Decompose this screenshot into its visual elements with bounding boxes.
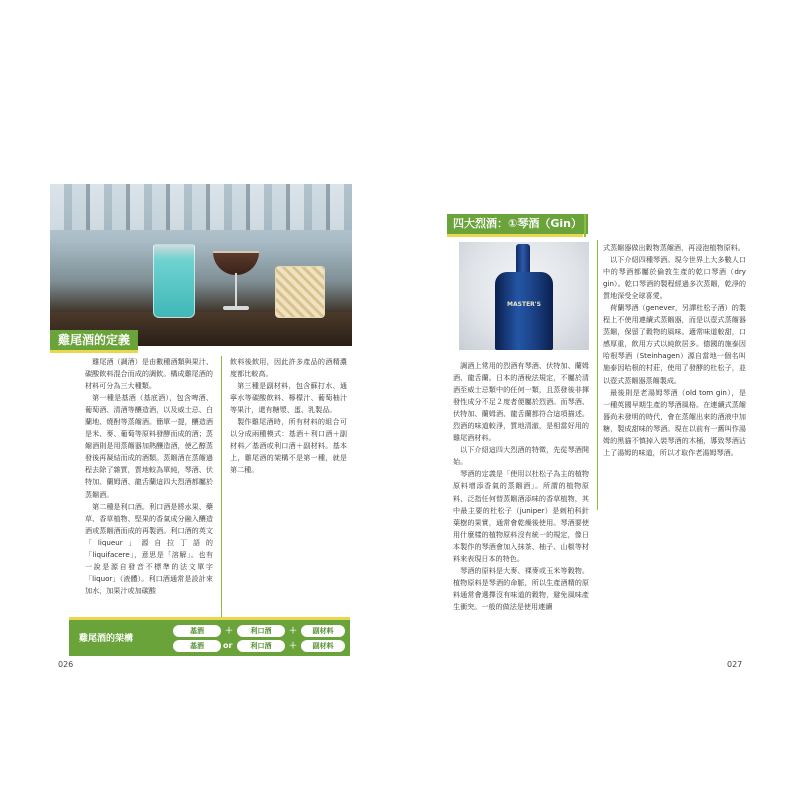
right-page [447,184,750,670]
mixer-pill: 副材料 [301,640,345,652]
paragraph: 琴酒的原料是大麥、裸麥或玉米等穀物。植物原料是琴酒的命脈，所以生產酒精的原料通常會選擇沒有味道的穀物，避免風味產生衝突。一般的做法是使用連續 [453,565,589,611]
mixer-pill: 副材料 [301,625,345,637]
base-spirit-pill: 基酒 [173,640,221,652]
title-stripe [447,234,583,237]
cocktail-structure-box [69,620,350,656]
liqueur-pill: 利口酒 [237,625,285,637]
page-number-right: 027 [727,660,743,669]
paragraph: 以下介紹這四大烈酒的特徵，先從琴酒開始。 [453,445,589,467]
bar-shelf [50,184,352,230]
paragraph: 式蒸餾器做出穀物蒸餾酒，再浸泡植物原料。 [603,243,745,252]
paragraph: 飲料後飲用，因此許多產品的酒精濃度都比較高。 [230,357,347,379]
rocks-glass [275,266,325,318]
right-column-1 [453,360,589,613]
coupe-glass [213,251,259,275]
bottle-neck [516,244,530,274]
right-column-2 [603,242,746,459]
paragraph: 第一種是基酒（基底酒），包含啤酒、葡萄酒、清酒等釀造酒，以及威士忌、白蘭地、燒酎等蒸餾酒。簡單一提，釀造酒是米、麥、葡萄等原料發酵而成的酒；蒸餾酒則是用蒸餾器加熱釀造酒，使乙醇蒸發後再凝結而成的酒類。蒸餾酒在蒸餾過程去除了雜質，質地較為單純，琴酒、伏特加、蘭姆酒、龍舌蘭這四大烈酒都屬於蒸餾酒。 [85,393,213,499]
paragraph: 琴酒的定義是「使用以杜松子為主的植物原料增添香氣的蒸餾酒」。所謂的植物原料，泛指任何替蒸餾酒添味的香草植物，其中最主要的杜松子（juniper）是刺柏科針葉樹的果實，通常會乾燥後使用。琴酒要使用什麼樣的植物原料沒有統一的規定，像日本製作的琴酒會加入抹茶、柚子、山椒等材料來表現日本的特色。 [453,469,589,563]
paragraph: 荷蘭琴酒（genever，另譯杜松子酒）的製程上不使用連續式蒸餾器，而是以壺式蒸餾器蒸餾，保留了穀物的風味。適常味道較甜，口感厚重，飲用方式以純飲居多。德國的施泰因哈根琴酒（Steinhagen）源自當地一個名叫施泰因哈根的村莊，使用了發酵的杜松子，並以壺式蒸餾器蒸餾製成。 [603,303,746,385]
or-label: or [223,641,233,650]
structure-title: 雞尾酒的架構 [79,634,134,644]
paragraph: 第三種是副材料，包含蘇打水、通寧水等碳酸飲料、檸檬汁、葡萄柚汁等果汁，還有糖漿、蛋、乳製品。 [230,381,347,415]
column-divider [221,356,222,646]
column-divider [597,240,598,510]
paragraph: 調酒上常用的烈酒有琴酒、伏特加、蘭姆酒、龍舌蘭。日本的酒稅法規定，不屬於清酒至威士忌類中的任何一類，且蒸發後非揮發性成分不足２度者便屬於烈酒。而琴酒、伏特加、蘭姆酒、龍舌蘭都符合這項描述。烈酒的味道較淨，質地清澈，是相當好用的雞尾酒材料。 [453,361,589,443]
cocktail-photo [50,184,352,346]
plus-sign: ＋ [289,626,297,635]
coupe-stem [235,273,237,307]
liqueur-pill: 利口酒 [237,640,285,652]
plus-sign: ＋ [225,626,233,635]
bottle-label: MASTER'S [507,301,541,308]
paragraph: 以下介紹四種琴酒。現今世界上大多數人口中的琴酒都屬於倫敦生產的乾口琴酒（dry gin）。乾口琴酒的製程經過多次蒸餾，乾淨的質地深受全球喜愛。 [603,255,746,301]
left-column-1 [85,356,213,597]
left-column-2 [230,356,347,476]
bottle-body [495,272,553,350]
highball-glass [153,244,195,318]
plus-sign: ＋ [289,641,297,650]
coupe-base [223,306,249,310]
base-spirit-pill: 基酒 [173,625,221,637]
paragraph: 製作雞尾酒時，所有材料的組合可以分成兩種模式：基酒＋利口酒＋副材料／基酒或利口酒＋副材料。基本上，雞尾酒的架構不是第一種，就是第二種。 [230,417,347,475]
structure-stripe [69,617,350,620]
paragraph: 第二種是利口酒。利口酒是將水果、藥草、香草植物、堅果的香氣成分融入釀造酒或蒸餾酒而成的再製酒。利口酒的英文「liqueur」源自拉丁語的「liquifacere」，意思是「溶解」。也有一說是源自發音不標準的法文單字「liquor」（液體）。利口酒通常是設計來加水，加果汁或加碳酸 [85,501,213,595]
page-number-left: 026 [58,660,74,669]
section-title: 四大烈酒：①琴酒（Gin） [447,214,588,234]
section-title: 雞尾酒的定義 [50,330,138,353]
paragraph: 最後則是老湯姆琴酒（old tom gin），是一種英國早期生產的琴酒風格。在連續式蒸餾器尚未發明的時代，會在蒸餾出來的酒液中加糖，製成甜味的琴酒。現在以前有一舊叫作湯姆的黑貓不慎掉入裝琴酒的木桶，導致琴酒沾上了湯姆的味道，所以才取作老湯姆琴酒。 [603,387,746,457]
left-page [50,184,352,670]
gin-bottle-photo [459,242,589,350]
title-rule [584,214,586,237]
paragraph: 雞尾酒（調酒）是由數種酒類與果汁、碳酸飲料混合而成的調飲。構成雞尾酒的材料可分為三大種類。 [85,357,213,391]
